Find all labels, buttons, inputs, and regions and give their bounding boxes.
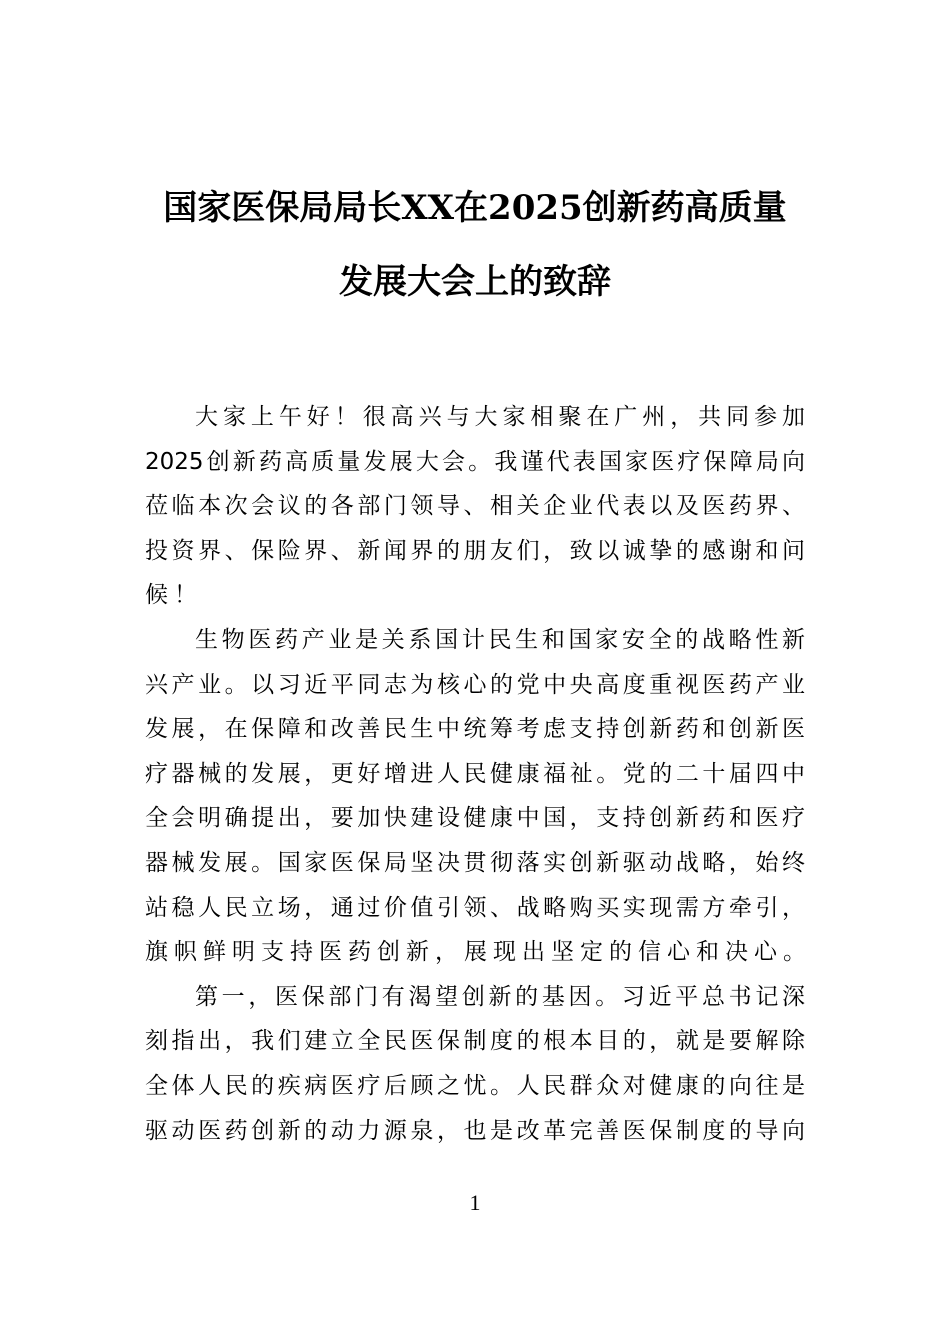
- paragraph-line: 驱动医药创新的动力源泉，也是改革完善医保制度的导向: [145, 1117, 805, 1144]
- paragraph-line: 刻指出，我们建立全民医保制度的根本目的，就是要解除: [145, 1028, 805, 1055]
- paragraph-line: 旗帜鲜明支持医药创新，展现出坚定的信心和决心。: [145, 939, 812, 966]
- paragraph-line: 疗器械的发展，更好增进人民健康福祉。党的二十届四中: [145, 760, 805, 787]
- title-line-1: 国家医保局局长XX在2025创新药高质量: [163, 188, 787, 228]
- page-number: 1: [469, 1190, 481, 1215]
- paragraph-line: 候！: [145, 582, 203, 609]
- paragraph-line: 大家上午好！很高兴与大家相聚在广州，共同参加: [195, 404, 805, 430]
- paragraph-line: 站稳人民立场，通过价值引领、战略购买实现需方牵引，: [145, 894, 805, 921]
- paragraph-line: 全体人民的疾病医疗后顾之忧。人民群众对健康的向往是: [145, 1072, 805, 1099]
- document-title: [145, 190, 805, 300]
- paragraph-line: 发展，在保障和改善民生中统筹考虑支持创新药和创新医: [145, 716, 805, 743]
- paragraph-first-point: [145, 981, 805, 1159]
- paragraph-line: 莅临本次会议的各部门领导、相关企业代表以及医药界、: [145, 493, 805, 520]
- paragraph-line: 投资界、保险界、新闻界的朋友们，致以诚挚的感谢和问: [145, 537, 805, 564]
- paragraph-line: 器械发展。国家医保局坚决贯彻落实创新驱动战略，始终: [145, 849, 805, 876]
- paragraph-line: 生物医药产业是关系国计民生和国家安全的战略性新: [195, 626, 805, 653]
- paragraph-line: 兴产业。以习近平同志为核心的党中央高度重视医药产业: [145, 671, 805, 698]
- paragraph-biomedicine: [145, 624, 812, 981]
- paragraph-greeting: [145, 401, 805, 624]
- title-line-2: 发展大会上的致辞: [339, 262, 611, 302]
- paragraph-line: 2025创新药高质量发展大会。我谨代表国家医疗保障局向: [145, 448, 805, 475]
- paragraph-line: 第一，医保部门有渴望创新的基因。习近平总书记深: [195, 983, 805, 1010]
- document-body: [145, 401, 812, 1159]
- paragraph-line: 全会明确提出，要加快建设健康中国，支持创新药和医疗: [145, 805, 805, 832]
